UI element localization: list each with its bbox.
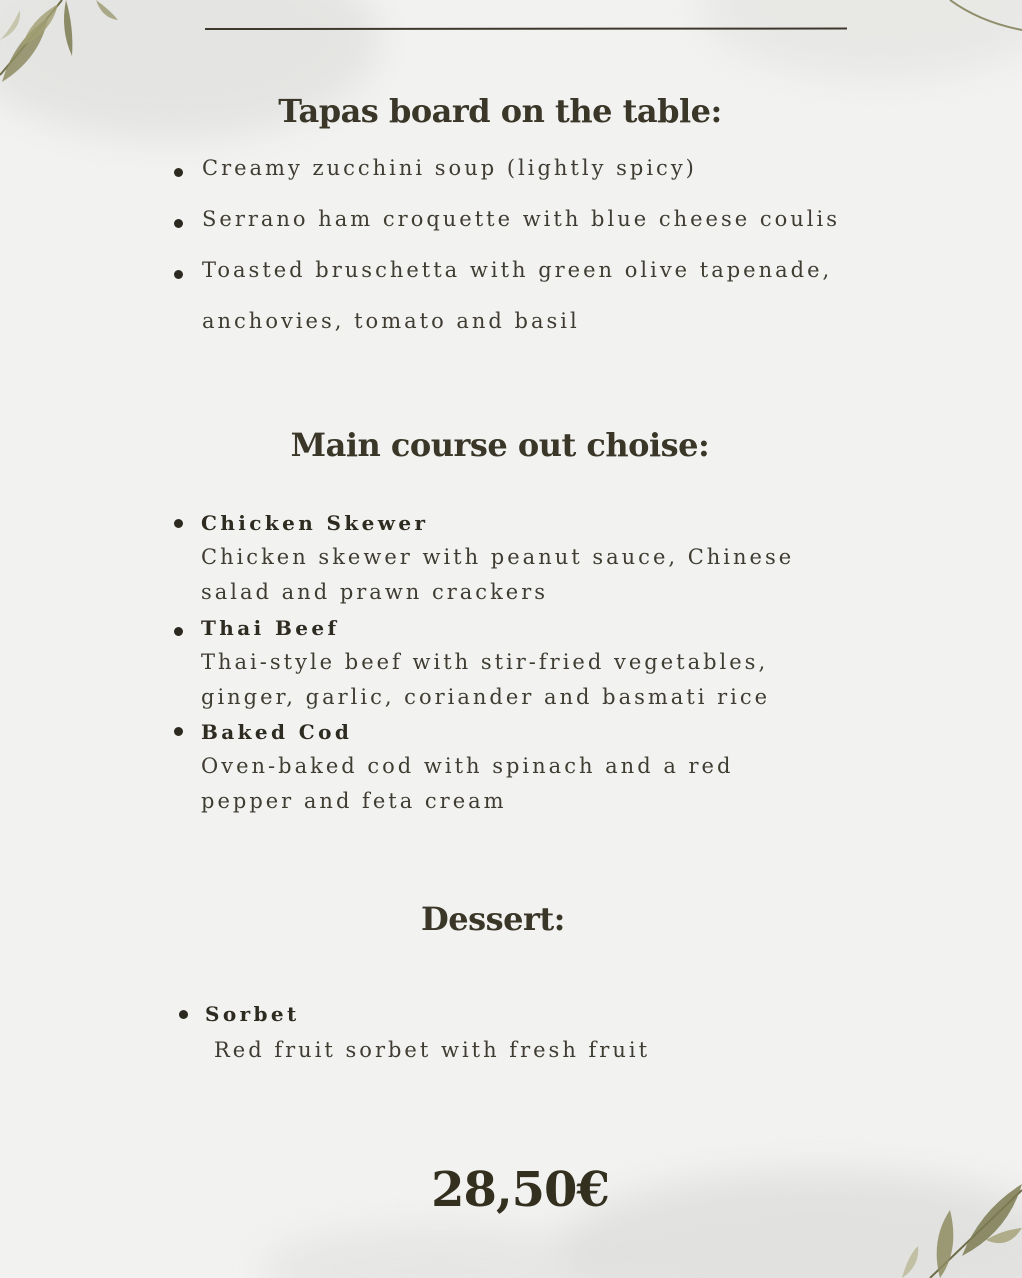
main-item-1-line-2: salad and prawn crackers	[201, 580, 549, 604]
bullet-icon	[174, 219, 183, 228]
main-item-1-title: Chicken Skewer	[201, 511, 429, 535]
tapas-item-3-line-1: Toasted bruschetta with green olive tapenade,	[202, 258, 833, 282]
bullet-icon	[174, 519, 183, 528]
bullet-icon	[174, 270, 183, 279]
tapas-item-1: Creamy zucchini soup (lightly spicy)	[202, 156, 697, 180]
main-item-1-line-1: Chicken skewer with peanut sauce, Chinese	[201, 545, 795, 569]
main-item-3-title: Baked Cod	[201, 720, 353, 744]
tapas-heading: Tapas board on the table:	[278, 92, 722, 130]
tapas-item-3-line-2: anchovies, tomato and basil	[202, 309, 580, 333]
menu-price: 28,50€	[431, 1162, 609, 1218]
dessert-item-1-line-1: Red fruit sorbet with fresh fruit	[214, 1038, 651, 1062]
main-item-3-line-2: pepper and feta cream	[201, 789, 507, 813]
bullet-icon	[179, 1010, 188, 1019]
olive-leaf-branch-icon	[890, 1170, 1022, 1278]
decorative-divider	[205, 26, 847, 32]
dessert-item-1-title: Sorbet	[205, 1002, 300, 1026]
main-item-2-line-2: ginger, garlic, coriander and basmati rice	[201, 685, 771, 709]
main-item-2-line-1: Thai-style beef with stir-fried vegetables,	[201, 650, 769, 674]
dessert-heading: Dessert:	[421, 900, 565, 938]
tapas-item-2: Serrano ham croquette with blue cheese coulis	[202, 207, 840, 231]
main-course-heading: Main course out choise:	[290, 426, 710, 464]
olive-branch-stem-icon	[930, 0, 1022, 40]
main-item-2-title: Thai Beef	[201, 616, 340, 640]
main-item-3-line-1: Oven-baked cod with spinach and a red	[201, 754, 734, 778]
bullet-icon	[174, 627, 183, 636]
bullet-icon	[174, 168, 183, 177]
bullet-icon	[174, 727, 183, 736]
